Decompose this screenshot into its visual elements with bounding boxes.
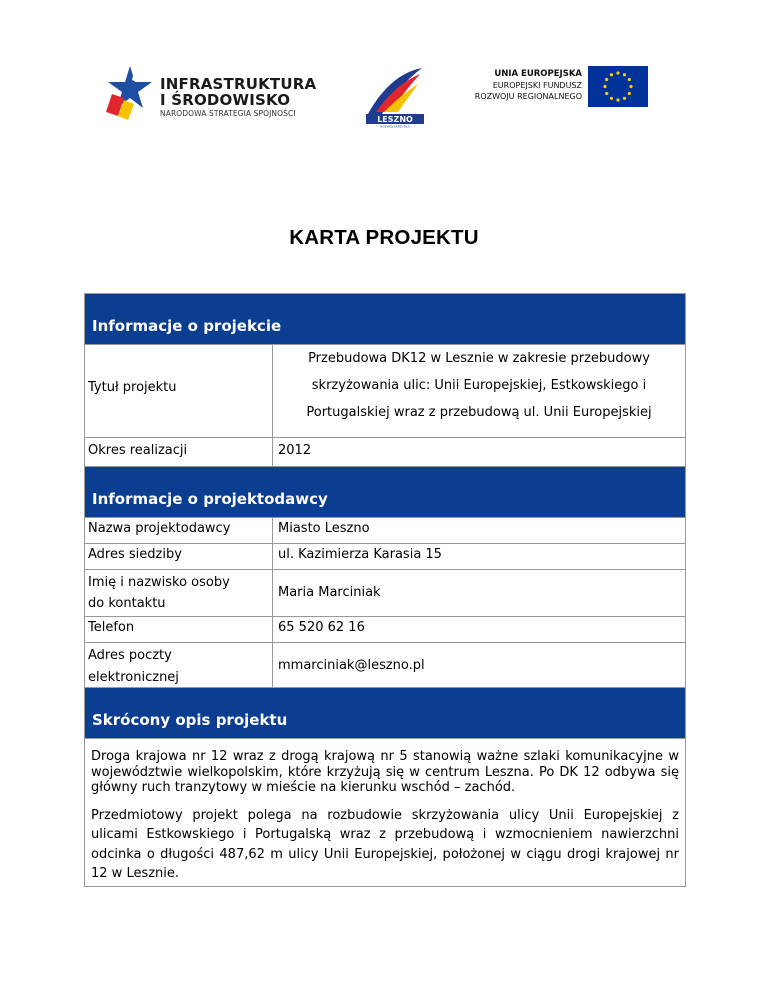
beneficiary-name-value [273, 518, 685, 543]
infrastruktura-logo-text [160, 76, 316, 119]
section-header-description [85, 687, 685, 738]
row-contact-person [85, 569, 685, 616]
row-period [85, 437, 685, 466]
eu-logo-text [475, 68, 582, 102]
leszno-logo [362, 64, 428, 128]
infra-logo-line1: INFRASTRUKTURA [160, 75, 317, 93]
section-header-beneficiary [85, 466, 685, 517]
project-title-line-3: Portugalskiej wraz z przebudową ul. Unii Europejskiej [306, 405, 652, 420]
leszno-logo-tagline: ROZWÓJ SKRZYDŁA [380, 124, 410, 128]
project-title-line-1: Przebudowa DK12 w Lesznie w zakresie przebudowy [308, 351, 650, 366]
document-title: KARTA PROJEKTU [289, 226, 479, 249]
section-title-beneficiary: Informacje o projektodawcy [92, 490, 328, 508]
period-value-text: 2012 [278, 443, 312, 458]
address-label-text: Adres siedziby [88, 547, 182, 562]
eu-logo [472, 66, 648, 110]
project-title-value [273, 345, 685, 437]
email-value-text: mmarciniak@leszno.pl [278, 658, 425, 673]
nss-star-logo-icon [104, 64, 156, 122]
eu-logo-line3: ROZWOJU REGIONALNEGO [474, 92, 582, 101]
phone-label-text: Telefon [88, 620, 135, 635]
row-beneficiary-name [85, 517, 685, 543]
project-card [84, 293, 686, 887]
row-phone [85, 616, 685, 642]
period-label [85, 438, 273, 466]
email-value [273, 643, 685, 687]
project-title-line-2: skrzyżowania ulic: Unii Europejskiej, Estkowskiego i [311, 378, 647, 393]
leszno-logo-name: LESZNO [377, 115, 413, 124]
logo-bar [0, 58, 768, 128]
address-value-text: ul. Kazimierza Karasia 15 [278, 547, 442, 562]
address-label [85, 544, 273, 569]
beneficiary-name-label-text: Nazwa projektodawcy [88, 521, 231, 536]
contact-person-value [273, 570, 685, 616]
contact-person-label [85, 570, 273, 616]
beneficiary-name-label [85, 518, 273, 543]
email-label [85, 643, 273, 687]
phone-value-text: 65 520 62 16 [278, 620, 365, 635]
project-title-label [85, 345, 273, 437]
infra-logo-line3: NARODOWA STRATEGIA SPÓJNOŚCI [160, 109, 296, 118]
section-title-project-info: Informacje o projekcie [92, 317, 282, 335]
beneficiary-name-value-text: Miasto Leszno [278, 521, 370, 536]
project-description [85, 738, 685, 887]
description-paragraph-2: Przedmiotowy projekt polega na rozbudowie skrzyżowania ulicy Unii Europejskiej z ulicami Estkowskiego i Portugalską wraz z przebudową i wzmocnieniem nawierzchni odcinka o długości 487,62 m ulicy Unii Europejskiej, położonej w ciągu drogi krajowej nr 12 w Lesznie. [91, 807, 679, 881]
eu-logo-line1: UNIA EUROPEJSKA [494, 69, 582, 79]
eu-flag-icon [588, 66, 648, 107]
email-label-line-1: Adres poczty [88, 648, 172, 663]
email-label-line-2: elektronicznej [88, 670, 179, 685]
row-email [85, 642, 685, 687]
project-title-label-text: Tytuł projektu [88, 380, 177, 395]
phone-value [273, 617, 685, 642]
period-value [273, 438, 685, 466]
contact-person-value-text: Maria Marciniak [278, 585, 381, 600]
row-project-title [85, 344, 685, 437]
infrastruktura-logo [104, 64, 317, 122]
phone-label [85, 617, 273, 642]
address-value [273, 544, 685, 569]
eu-logo-line2: EUROPEJSKI FUNDUSZ [492, 81, 582, 90]
row-address [85, 543, 685, 569]
section-header-project-info [85, 294, 685, 344]
contact-person-label-line-1: Imię i nazwisko osoby [88, 575, 230, 590]
description-paragraph-1: Droga krajowa nr 12 wraz z drogą krajową nr 5 stanowią ważne szlaki komunikacyjne w województwie wielkopolskim, które krzyżują się w centrum Leszna. Po DK 12 odbywa się główny ruch tranzytowy w mieście na kierunku wschód – zachód. [91, 749, 679, 795]
period-label-text: Okres realizacji [88, 443, 188, 458]
section-title-description: Skrócony opis projektu [92, 711, 288, 729]
leszno-logo-icon [362, 64, 428, 128]
infra-logo-line2: I ŚRODOWISKO [160, 91, 291, 109]
contact-person-label-line-2: do kontaktu [88, 596, 166, 611]
